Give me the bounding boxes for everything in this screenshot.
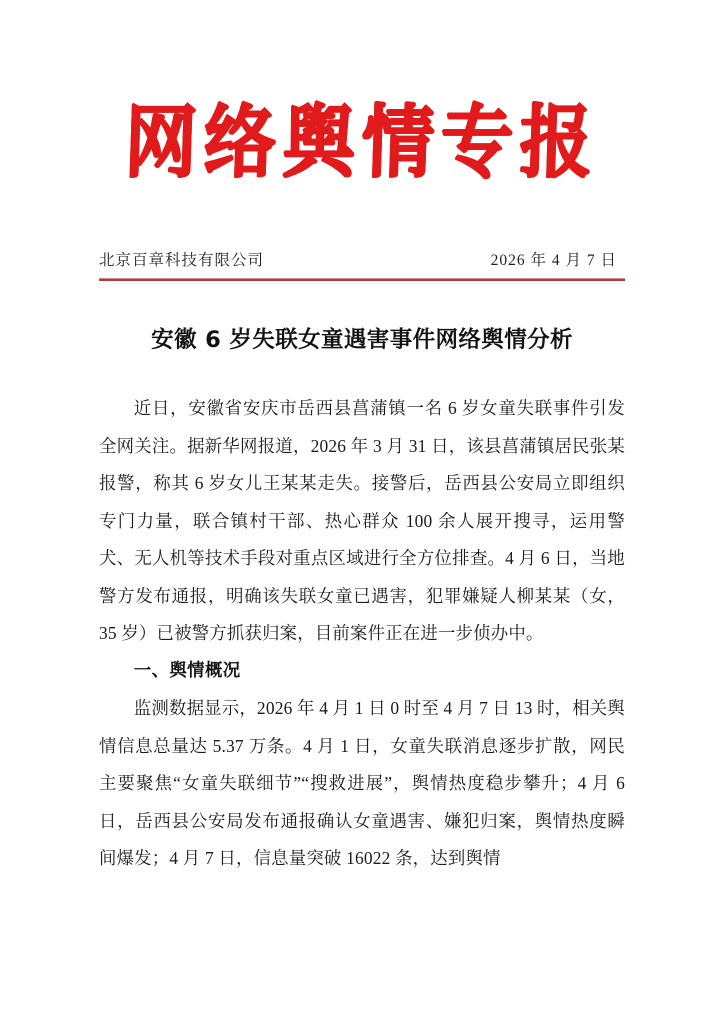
masthead [99,0,625,250]
section-one-paragraph: 监测数据显示，2026 年 4 月 1 日 0 时至 4 月 7 日 13 时，相关舆情信息总量达 5.37 万条。4 月 1 日，女童失联消息逐步扩散，网民主要聚焦“女童失联细节”“搜救进展”，舆情热度稳步攀升；4 月 6 日，岳西县公安局发布通报确认女童遇害、嫌犯归案，舆情热度瞬间爆发；4 月 7 日，信息量突破 16022 条，达到舆情 [99,698,625,869]
issuing-organization: 北京百章科技有限公司 [99,252,265,269]
page-title: 安徽 6 岁失联女童遇害事件网络舆情分析 [151,326,573,353]
section-heading-one: 一、舆情概况 [133,660,241,681]
masthead-title: 网络舆情专报 [123,94,601,189]
issue-line [99,250,625,278]
intro-paragraph: 近日，安徽省安庆市岳西县菖蒲镇一名 6 岁女童失联事件引发全网关注。据新华网报道，2026 年 3 月 31 日，该县菖蒲镇居民张某报警，称其 6 岁女儿王某某走失。接警后，岳西县公安局立即组织专门力量，联合镇村干部、热心群众 100 余人展开搜寻，运用警犬、无人机等技术手段对重点区域进行全方位排查。4 月 6 日，当地警方发布通报，明确该失联女童已遇害，犯罪嫌疑人柳某某（女，35 岁）已被警方抓获归案，目前案件正在进一步侦办中。 [99,398,625,644]
header-divider-rule [99,278,625,281]
issue-date: 2026 年 4 月 7 日 [490,252,617,269]
